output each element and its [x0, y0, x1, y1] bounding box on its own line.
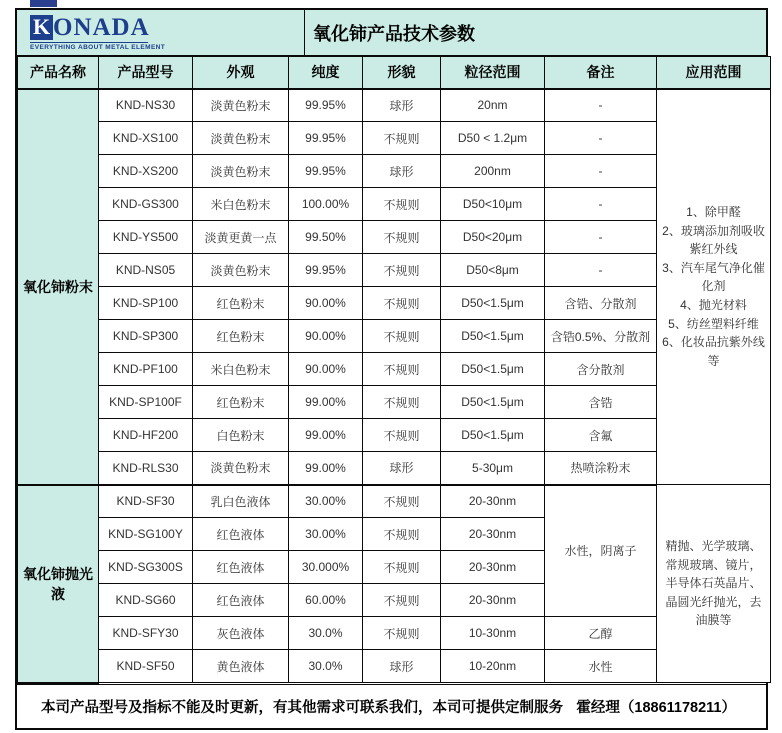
cell-appearance: 米白色粉末	[193, 188, 289, 221]
cell-purity: 30.00%	[289, 485, 363, 518]
cell-model: KND-XS100	[99, 122, 193, 155]
company-logo	[17, 10, 305, 55]
cell-appearance: 米白色粉末	[193, 353, 289, 386]
cell-size: 20-30nm	[441, 551, 545, 584]
application-line: 5、纺丝塑料纤维	[668, 316, 759, 331]
logo-divider	[30, 42, 148, 43]
cell-shape: 球形	[363, 452, 441, 485]
spec-sheet	[15, 8, 768, 730]
cell-shape: 不规则	[363, 353, 441, 386]
logo-wordmark	[30, 15, 304, 40]
logo-text: ONADA	[53, 13, 150, 41]
cell-size: D50<1.5μm	[441, 353, 545, 386]
cell-size: D50 < 1.2μm	[441, 122, 545, 155]
cell-remark-merged: 水性，阴离子	[545, 485, 657, 617]
cell-purity: 99.00%	[289, 452, 363, 485]
cell-model: KND-SG60	[99, 584, 193, 617]
cell-shape: 不规则	[363, 122, 441, 155]
col-header-product-name: 产品名称	[18, 57, 99, 89]
cell-purity: 30.00%	[289, 518, 363, 551]
cell-purity: 90.00%	[289, 353, 363, 386]
cell-purity: 99.00%	[289, 386, 363, 419]
cell-purity: 99.00%	[289, 419, 363, 452]
cell-purity: 30.000%	[289, 551, 363, 584]
cell-remark: 水性	[545, 650, 657, 683]
cell-shape: 不规则	[363, 188, 441, 221]
cell-remark: 乙醇	[545, 617, 657, 650]
application-text: 精抛、光学玻璃、常规玻璃、镜片，半导体石英晶片、晶圆光纤抛光，去油膜等	[665, 539, 762, 628]
cell-purity: 99.95%	[289, 122, 363, 155]
cell-shape: 不规则	[363, 485, 441, 518]
cell-appearance: 白色粉末	[193, 419, 289, 452]
cell-model: KND-GS300	[99, 188, 193, 221]
footer-note: 本司产品型号及指标不能及时更新，有其他需求可联系我们，本司可提供定制服务	[41, 699, 563, 716]
application-line: 1、除甲醛	[686, 205, 741, 220]
cell-model: KND-XS200	[99, 155, 193, 188]
cell-shape: 不规则	[363, 551, 441, 584]
application-powder	[657, 89, 771, 485]
page-corner-chip	[30, 0, 57, 7]
cell-size: D50<10μm	[441, 188, 545, 221]
cell-shape: 不规则	[363, 419, 441, 452]
application-line: 6、化妆品抗紫外线等	[662, 335, 765, 368]
cell-remark: 含氟	[545, 419, 657, 452]
cell-shape: 不规则	[363, 617, 441, 650]
cell-appearance: 淡黄色粉末	[193, 155, 289, 188]
application-polishing-liquid	[657, 485, 771, 683]
cell-size: D50<1.5μm	[441, 386, 545, 419]
section-name-powder: 氧化铈粉末	[18, 89, 99, 485]
cell-appearance: 乳白色液体	[193, 485, 289, 518]
cell-appearance: 淡黄色粉末	[193, 452, 289, 485]
application-line: 3、汽车尾气净化催化剂	[662, 260, 765, 294]
cell-appearance: 淡黄色粉末	[193, 254, 289, 287]
cell-remark: 含锆	[545, 386, 657, 419]
cell-remark: 含锆0.5%、分散剂	[545, 320, 657, 353]
cell-shape: 不规则	[363, 221, 441, 254]
cell-model: KND-SF30	[99, 485, 193, 518]
sheet-header	[17, 10, 766, 56]
application-line: 2、玻璃添加剂吸收紫红外线	[662, 223, 765, 257]
cell-appearance: 红色液体	[193, 518, 289, 551]
footer	[17, 684, 766, 728]
cell-purity: 99.95%	[289, 254, 363, 287]
col-header-appearance: 外观	[193, 57, 289, 89]
cell-appearance: 灰色液体	[193, 617, 289, 650]
cell-appearance: 黄色液体	[193, 650, 289, 683]
cell-size: 5-30μm	[441, 452, 545, 485]
table-row	[18, 89, 771, 122]
cell-model: KND-SF50	[99, 650, 193, 683]
cell-remark: -	[545, 155, 657, 188]
cell-shape: 不规则	[363, 320, 441, 353]
cell-appearance: 红色液体	[193, 584, 289, 617]
cell-shape: 不规则	[363, 254, 441, 287]
cell-size: 10-30nm	[441, 617, 545, 650]
cell-size: 200nm	[441, 155, 545, 188]
logo-k-icon: K	[30, 15, 53, 40]
cell-purity: 99.95%	[289, 155, 363, 188]
col-header-remark: 备注	[545, 57, 657, 89]
cell-size: 10-20nm	[441, 650, 545, 683]
cell-purity: 99.95%	[289, 89, 363, 122]
application-line: 4、抛光材料	[680, 298, 747, 313]
cell-remark: -	[545, 188, 657, 221]
cell-shape: 不规则	[363, 518, 441, 551]
cell-appearance: 淡黄色粉末	[193, 122, 289, 155]
cell-purity: 99.50%	[289, 221, 363, 254]
col-header-purity: 纯度	[289, 57, 363, 89]
cell-purity: 30.0%	[289, 650, 363, 683]
table-row	[18, 485, 771, 518]
cell-size: 20-30nm	[441, 485, 545, 518]
cell-remark: 含锆、分散剂	[545, 287, 657, 320]
cell-remark: -	[545, 254, 657, 287]
cell-model: KND-PF100	[99, 353, 193, 386]
cell-model: KND-SG100Y	[99, 518, 193, 551]
cell-shape: 不规则	[363, 584, 441, 617]
cell-size: 20-30nm	[441, 518, 545, 551]
cell-shape: 球形	[363, 89, 441, 122]
cell-model: KND-NS30	[99, 89, 193, 122]
cell-appearance: 红色粉末	[193, 287, 289, 320]
cell-purity: 60.00%	[289, 584, 363, 617]
cell-size: 20-30nm	[441, 584, 545, 617]
cell-model: KND-RLS30	[99, 452, 193, 485]
cell-purity: 90.00%	[289, 320, 363, 353]
cell-shape: 球形	[363, 650, 441, 683]
cell-model: KND-SP300	[99, 320, 193, 353]
cell-remark: -	[545, 221, 657, 254]
col-header-particle-size: 粒径范围	[441, 57, 545, 89]
cell-purity: 30.0%	[289, 617, 363, 650]
cell-model: KND-HF200	[99, 419, 193, 452]
cell-model: KND-SP100	[99, 287, 193, 320]
cell-model: KND-SFY30	[99, 617, 193, 650]
col-header-model: 产品型号	[99, 57, 193, 89]
cell-appearance: 红色粉末	[193, 320, 289, 353]
cell-size: D50<20μm	[441, 221, 545, 254]
cell-size: D50<1.5μm	[441, 320, 545, 353]
page-title: 氧化铈产品技术参数	[313, 23, 475, 44]
cell-appearance: 淡黄色粉末	[193, 89, 289, 122]
cell-remark: 热喷涂粉末	[545, 452, 657, 485]
spec-table	[17, 56, 771, 684]
col-header-application: 应用范围	[657, 57, 771, 89]
header-row	[18, 57, 771, 89]
cell-shape: 不规则	[363, 287, 441, 320]
cell-model: KND-NS05	[99, 254, 193, 287]
cell-appearance: 淡黄更黄一点	[193, 221, 289, 254]
cell-shape: 不规则	[363, 386, 441, 419]
cell-purity: 90.00%	[289, 287, 363, 320]
cell-remark: -	[545, 122, 657, 155]
cell-appearance: 红色粉末	[193, 386, 289, 419]
cell-appearance: 红色液体	[193, 551, 289, 584]
cell-shape: 球形	[363, 155, 441, 188]
cell-size: D50<8μm	[441, 254, 545, 287]
cell-size: D50<1.5μm	[441, 419, 545, 452]
section-name-polishing-liquid: 氧化铈抛光液	[18, 485, 99, 683]
cell-model: KND-SP100F	[99, 386, 193, 419]
cell-model: KND-SG300S	[99, 551, 193, 584]
cell-model: KND-YS500	[99, 221, 193, 254]
col-header-shape: 形貌	[363, 57, 441, 89]
cell-remark: 含分散剂	[545, 353, 657, 386]
cell-size: 20nm	[441, 89, 545, 122]
footer-contact: 霍经理（18861178211）	[576, 699, 736, 716]
cell-remark: -	[545, 89, 657, 122]
cell-purity: 100.00%	[289, 188, 363, 221]
cell-size: D50<1.5μm	[441, 287, 545, 320]
logo-tagline: EVERYTHING ABOUT METAL ELEMENT	[30, 43, 166, 51]
